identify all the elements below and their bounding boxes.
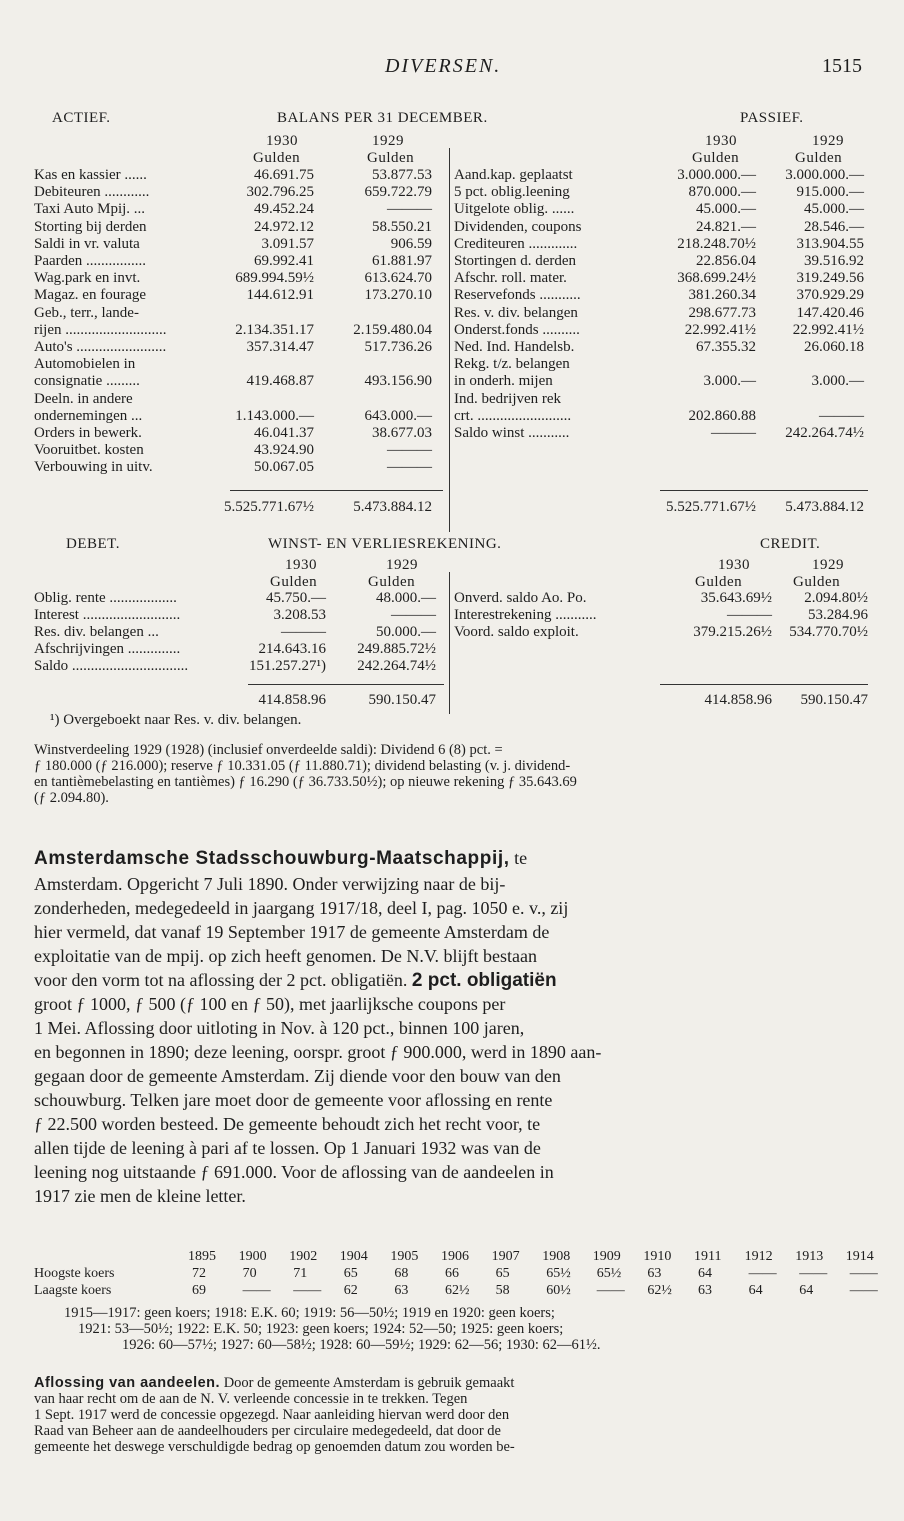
company-line-1 [34, 847, 527, 871]
balance-right-label: 5 pct. oblig.leening [454, 185, 570, 201]
balance-left-1929: 2.159.480.04 [353, 321, 432, 338]
balance-left-1929: 643.000.— [364, 407, 432, 424]
balance-left-label: Magaz. en fourage [34, 288, 147, 304]
balance-right-1929: 370.929.29 [796, 287, 864, 304]
balance-right-label: Stortingen d. derden [454, 254, 577, 269]
unit-col-left-1: Gulden [253, 150, 301, 166]
balance-right-label: Dividenden, coupons [454, 219, 582, 235]
balance-right-1930: 3.000.000.— [677, 167, 756, 183]
aflossing-line-2: van haar recht om de aan de N. V. verleende concessie in te trekken. Tegen [34, 1391, 468, 1407]
koers-year: 1900 [238, 1249, 267, 1264]
balance-left-total-1930: 5.525.771.67½ [224, 499, 314, 515]
company-line-4: hier vermeld, dat vanaf 19 September 1917 de gemeente Amsterdam de [34, 922, 550, 942]
balance-right-label: crt. ......................... [454, 408, 572, 424]
company-line-13: allen tijde de leening à pari af te lossen. Op 1 Januari 1932 was van de [34, 1138, 541, 1158]
balance-right-1929: 39.516.92 [804, 253, 864, 269]
koers-year: 1905 [390, 1249, 419, 1264]
obligatien-heading: 2 pct. obligatiën [411, 970, 557, 991]
koers-year: 1910 [643, 1249, 672, 1264]
koers-hoogste-value: 63 [647, 1266, 662, 1281]
year-col-1930-right: 1930 [705, 133, 737, 149]
koers-laagste-value: 64 [748, 1283, 763, 1298]
credit-label: CREDIT. [760, 536, 821, 552]
company-line-3: zonderheden, medegedeeld in jaargang 1917/18, deel I, pag. 1050 e. v., zij [34, 898, 569, 918]
balance-left-1929: 493.156.90 [364, 373, 432, 390]
balance-left-1929: ——— [387, 459, 432, 476]
year-col-1929-left: 1929 [372, 133, 404, 149]
pnl-left-label: Interest .......................... [34, 608, 181, 623]
aflossing-line-3: 1 Sept. 1917 werd de concessie opgezegd. Naar aanleiding hiervan werd door den [34, 1407, 510, 1423]
balance-right-1930: 3.000.— [703, 373, 756, 390]
balance-right-label: in onderh. mijen [454, 374, 553, 390]
koers-hoogste-value: 71 [293, 1266, 308, 1281]
winstverdeeling-line-4: (ƒ 2.094.80). [34, 790, 109, 806]
pnl-left-1930: 3.208.53 [273, 607, 326, 623]
koers-hoogste-value: 65½ [596, 1266, 622, 1281]
koers-year: 1909 [592, 1249, 621, 1264]
koers-year: 1908 [542, 1249, 571, 1264]
balance-left-1930: 144.612.91 [246, 287, 314, 304]
balance-right-label: Rekg. t/z. belangen [454, 357, 570, 373]
balance-right-1930: 298.677.73 [688, 304, 756, 321]
balance-left-label: rijen ........................... [34, 322, 167, 338]
koers-hoogste-value: —— [799, 1266, 828, 1281]
balance-right-1930: ——— [711, 425, 756, 441]
pnl-left-label: Res. div. belangen ... [34, 625, 159, 640]
aflossing-line-5: gemeente het deswege verschuldigde bedrag op genoemden datum zou worden be- [34, 1439, 515, 1455]
pnl-left-1929: ——— [391, 607, 436, 623]
pnl-left-label: Afschrijvingen .............. [34, 642, 181, 657]
balance-left-label: Geb., terr., lande- [34, 305, 139, 321]
aflossing-line-4: Raad van Beheer aan de aandeelhouders per circulaire medegedeeld, dat door de [34, 1423, 501, 1439]
koers-year: 1895 [188, 1249, 216, 1264]
balance-left-1930: 419.468.87 [246, 373, 314, 390]
pnl-left-1929: 48.000.— [376, 590, 436, 606]
pnl-right-label: Interestrekening ........... [454, 608, 597, 623]
company-line-15: 1917 zie men de kleine letter. [34, 1186, 246, 1206]
pnl-left-1929: 50.000.— [376, 624, 436, 640]
company-line-7: groot ƒ 1000, ƒ 500 (ƒ 100 en ƒ 50), met jaarlijksche coupons per [34, 994, 506, 1014]
koers-year: 1906 [441, 1249, 469, 1264]
aflossing-line-1 [34, 1375, 514, 1391]
balance-left-1929: 173.270.10 [364, 287, 432, 304]
pnl-title: WINST- EN VERLIESREKENING. [268, 536, 502, 552]
pnl-right-total-1930: 414.858.96 [704, 692, 772, 708]
balance-right-label: Reservefonds ........... [454, 288, 581, 304]
balance-right-1930: 22.856.04 [696, 253, 756, 269]
pnl-left-label: Saldo ............................... [34, 659, 189, 674]
koers-laagste-value: —— [293, 1283, 322, 1298]
balance-left-1930: 46.691.75 [254, 167, 314, 183]
balance-left-1929: ——— [387, 201, 432, 218]
koers-laagste-value: 58 [495, 1283, 510, 1298]
pnl-right-1929: 2.094.80½ [804, 590, 868, 606]
koers-laagste-value: —— [849, 1283, 878, 1298]
pnl-left-1929: 249.885.72½ [357, 641, 436, 657]
koers-laagste-label: Laagste koers [34, 1283, 112, 1298]
company-line-1-tail: te [509, 848, 528, 868]
pnl-unit-left-1: Gulden [270, 574, 318, 590]
pnl-left-rule [248, 684, 444, 685]
pnl-right-label: Voord. saldo exploit. [454, 625, 579, 640]
koers-hoogste-value: —— [849, 1266, 878, 1281]
balance-right-1930: 870.000.— [688, 184, 756, 201]
year-col-1929-right: 1929 [812, 133, 844, 149]
pnl-unit-right-2: Gulden [793, 574, 841, 590]
company-line-14: leening nog uitstaande ƒ 691.000. Voor de aflossing van de aandeelen in [34, 1162, 554, 1182]
koers-laagste-value: 62 [343, 1283, 358, 1298]
balance-right-1929: 915.000.— [796, 184, 864, 201]
koers-note-1: 1915—1917: geen koers; 1918: E.K. 60; 1919: 56—50½; 1919 en 1920: geen koers; [64, 1305, 555, 1321]
balance-right-1930: 218.248.70½ [677, 235, 756, 252]
pnl-left-1929: 242.264.74½ [357, 658, 436, 674]
balance-right-total-1930: 5.525.771.67½ [666, 499, 756, 515]
balance-left-1929: 38.677.03 [372, 425, 432, 441]
company-line-12: ƒ 22.500 worden besteed. De gemeente behoudt zich het recht voor, te [34, 1114, 541, 1134]
balance-left-label: Storting bij derden [34, 219, 147, 235]
balance-left-label: Saldi in vr. valuta [34, 236, 140, 252]
koers-hoogste-value: 65 [343, 1266, 358, 1281]
balance-left-label: consignatie ......... [34, 374, 140, 390]
koers-laagste-value: —— [596, 1283, 625, 1298]
balance-title: BALANS PER 31 DECEMBER. [277, 110, 488, 126]
balance-right-1929: 147.420.46 [796, 304, 864, 321]
pnl-right-1929: 53.284.96 [808, 607, 868, 623]
company-line-9: en begonnen in 1890; deze leening, oorspr. groot ƒ 900.000, werd in 1890 aan- [34, 1042, 602, 1062]
pnl-right-rule [660, 684, 868, 685]
koers-year: 1913 [795, 1249, 824, 1264]
page-title: DIVERSEN. [385, 55, 502, 77]
balance-left-1930: 2.134.351.17 [235, 321, 314, 338]
balance-left-label: Auto's ........................ [34, 340, 167, 355]
balance-right-1929: 28.546.— [804, 218, 864, 235]
balance-left-label: Taxi Auto Mpij. ... [34, 202, 146, 218]
unit-col-right-2: Gulden [795, 150, 843, 166]
balance-left-1929: 517.736.26 [364, 339, 432, 355]
balance-right-1929: 26.060.18 [804, 339, 864, 355]
balance-left-1930: 69.992.41 [254, 253, 314, 269]
balance-left-1930: 43.924.90 [254, 442, 314, 459]
balance-right-1929: 3.000.000.— [785, 167, 864, 183]
koers-laagste-value: 63 [394, 1283, 409, 1298]
activa-label: ACTIEF. [52, 110, 111, 126]
winstverdeeling-line-3: en tantièmebelasting en tantièmes) ƒ 16.290 (ƒ 36.733.50½); op nieuwe rekening ƒ 35.643.69 [34, 774, 577, 790]
balance-left-label: Debiteuren ............ [34, 185, 150, 201]
pnl-right-1930: 35.643.69½ [700, 590, 772, 606]
balance-left-1930: 302.796.25 [246, 184, 314, 201]
pnl-right-1929: 534.770.70½ [789, 624, 868, 640]
balance-right-label: Aand.kap. geplaatst [454, 168, 573, 183]
pnl-footnote: ¹) Overgeboekt naar Res. v. div. belangen. [50, 712, 302, 728]
pnl-left-1930: 45.750.— [266, 590, 326, 606]
koers-hoogste-value: 65 [495, 1266, 510, 1281]
balance-right-label: Onderst.fonds .......... [454, 322, 580, 338]
balance-right-1930: 202.860.88 [688, 407, 756, 424]
balance-right-label: Uitgelote oblig. ...... [454, 202, 575, 218]
koers-note-3: 1926: 60—57½; 1927: 60—58½; 1928: 60—59½; 1929: 62—56; 1930: 62—61½. [122, 1337, 601, 1353]
pnl-right-label: Onverd. saldo Ao. Po. [454, 591, 587, 606]
unit-col-left-2: Gulden [367, 150, 415, 166]
balance-left-1930: 24.972.12 [254, 218, 314, 235]
company-line-6 [34, 969, 557, 993]
balance-left-label: ondernemingen ... [34, 408, 143, 424]
balance-right-1930: 381.260.34 [688, 287, 756, 304]
balance-right-1929: 22.992.41½ [792, 321, 864, 338]
balance-left-total-1929: 5.473.884.12 [353, 499, 432, 515]
koers-laagste-value: 69 [192, 1283, 206, 1298]
pnl-year-1929-right: 1929 [812, 557, 844, 573]
balance-left-1929: 906.59 [390, 235, 432, 252]
company-line-8: 1 Mei. Aflossing door uitloting in Nov. à 120 pct., binnen 100 jaren, [34, 1018, 525, 1038]
pnl-left-1930: 214.643.16 [258, 641, 326, 657]
balance-right-1930: 22.992.41½ [684, 321, 756, 338]
pnl-unit-left-2: Gulden [368, 574, 416, 590]
balance-right-1930: 24.821.— [696, 218, 756, 235]
koers-year: 1911 [694, 1249, 722, 1264]
pnl-left-label: Oblig. rente .................. [34, 591, 177, 606]
balance-right-label: Ind. bedrijven rek [454, 391, 562, 407]
balance-left-1930: 357.314.47 [246, 339, 314, 355]
balance-divider [449, 148, 450, 532]
koers-laagste-value: 64 [799, 1283, 814, 1298]
pnl-right-total-1929: 590.150.47 [800, 692, 868, 708]
balance-left-1930: 3.091.57 [261, 235, 314, 252]
pnl-year-1929-left: 1929 [386, 557, 418, 573]
koers-hoogste-value: 64 [698, 1266, 712, 1281]
koers-year: 1912 [744, 1249, 773, 1264]
company-line-2: Amsterdam. Opgericht 7 Juli 1890. Onder verwijzing naar de bij- [34, 874, 506, 894]
pnl-right-1930: 379.215.26½ [693, 624, 772, 640]
koers-laagste-value: 60½ [546, 1283, 571, 1298]
koers-hoogste-value: 70 [242, 1266, 257, 1281]
running-head [0, 55, 904, 85]
balance-right-total-1929: 5.473.884.12 [785, 499, 864, 515]
pnl-left-total-1930: 414.858.96 [258, 692, 326, 708]
balance-left-1930: 49.452.24 [254, 201, 314, 218]
koers-year: 1907 [491, 1249, 520, 1264]
passiva-label: PASSIEF. [740, 110, 804, 126]
pnl-year-1930-left: 1930 [285, 557, 317, 573]
balance-left-1929: 659.722.79 [364, 184, 432, 201]
koers-hoogste-value: 65½ [546, 1266, 571, 1281]
balance-left-rule [230, 490, 443, 491]
balance-left-1929: 61.881.97 [372, 253, 432, 269]
pnl-left-1930: ——— [281, 624, 326, 640]
year-col-1930-left: 1930 [266, 133, 298, 149]
pnl-right-1930: ——— [727, 607, 772, 623]
balance-left-label: Automobielen in [34, 357, 136, 373]
company-name: Amsterdamsche Stadsschouwburg-Maatschappij, [34, 848, 510, 869]
balance-right-rule [660, 490, 868, 491]
balance-left-1930: 50.067.05 [254, 459, 314, 476]
balance-right-label: Saldo winst ........... [454, 426, 570, 441]
koers-laagste-value: 62½ [647, 1283, 672, 1298]
pnl-divider [449, 572, 450, 714]
page-number: 1515 [822, 55, 862, 77]
koers-hoogste-value: —— [748, 1266, 777, 1281]
balance-left-label: Paarden ................ [34, 254, 147, 269]
pnl-year-1930-right: 1930 [718, 557, 750, 573]
unit-col-right-1: Gulden [692, 150, 740, 166]
balance-right-1930: 45.000.— [696, 201, 756, 218]
company-line-6-text: voor den vorm tot na aflossing der 2 pct. obligatiën. [34, 970, 408, 990]
koers-laagste-value: —— [242, 1283, 271, 1298]
aflossing-heading: Aflossing van aandeelen. [34, 1375, 221, 1391]
koers-hoogste-label: Hoogste koers [34, 1266, 115, 1281]
balance-left-1930: 46.041.37 [254, 425, 314, 441]
company-line-11: schouwburg. Telken jare moet door de gemeente voor aflossing en rente [34, 1090, 553, 1110]
balance-right-1929: ——— [819, 407, 864, 424]
koers-laagste-value: 63 [698, 1283, 712, 1298]
balance-right-1930: 368.699.24½ [677, 270, 756, 287]
koers-note-2: 1921: 53—50½; 1922: E.K. 50; 1923: geen koers; 1924: 52—50; 1925: geen koers; [78, 1321, 564, 1337]
pnl-left-total-1929: 590.150.47 [368, 692, 436, 708]
balance-right-label: Afschr. roll. mater. [454, 271, 567, 287]
winstverdeeling-line-1: Winstverdeeling 1929 (1928) (inclusief onverdeelde saldi): Dividend 6 (8) pct. = [34, 742, 503, 758]
debet-label: DEBET. [66, 536, 120, 552]
balance-right-1929: 313.904.55 [796, 235, 864, 252]
koers-hoogste-value: 66 [445, 1266, 459, 1281]
balance-left-label: Kas en kassier ...... [34, 168, 147, 183]
company-line-5: exploitatie van de mpij. op zich heeft genomen. De N.V. blijft bestaan [34, 946, 538, 966]
balance-left-1929: 58.550.21 [372, 218, 432, 235]
aflossing-line-1-text: Door de gemeente Amsterdam is gebruik gemaakt [220, 1375, 515, 1391]
balance-left-label: Wag.park en invt. [34, 271, 141, 287]
balance-left-1929: 53.877.53 [372, 167, 432, 183]
balance-left-label: Verbouwing in uitv. [34, 460, 153, 476]
balance-left-label: Deeln. in andere [34, 391, 133, 407]
balance-right-1929: 45.000.— [804, 201, 864, 218]
pnl-left-1930: 151.257.27¹) [249, 658, 326, 674]
koers-hoogste-value: 72 [192, 1266, 206, 1281]
balance-left-1930: 1.143.000.— [235, 407, 314, 424]
koers-hoogste-value: 68 [394, 1266, 409, 1281]
balance-right-label: Crediteuren ............. [454, 236, 578, 252]
balance-right-label: Res. v. div. belangen [454, 305, 578, 321]
balance-left-label: Vooruitbet. kosten [34, 443, 144, 459]
balance-left-1929: ——— [387, 442, 432, 459]
balance-left-1930: 689.994.59½ [235, 270, 314, 287]
balance-right-1930: 67.355.32 [696, 339, 756, 355]
koers-year: 1902 [289, 1249, 318, 1264]
koers-laagste-value: 62½ [445, 1283, 470, 1298]
company-line-10: gegaan door de gemeente Amsterdam. Zij diende voor den bouw van den [34, 1066, 561, 1086]
balance-left-label: Orders in bewerk. [34, 426, 142, 441]
koers-year: 1904 [339, 1249, 368, 1264]
balance-right-1929: 319.249.56 [796, 270, 864, 287]
koers-year: 1914 [845, 1249, 874, 1264]
balance-right-1929: 3.000.— [811, 373, 864, 390]
pnl-unit-right-1: Gulden [695, 574, 743, 590]
balance-right-label: Ned. Ind. Handelsb. [454, 340, 575, 355]
winstverdeeling-line-2: ƒ 180.000 (ƒ 216.000); reserve ƒ 10.331.05 (ƒ 11.880.71); dividend belasting (v. j. dividend- [34, 758, 571, 774]
balance-left-1929: 613.624.70 [364, 270, 432, 287]
balance-right-1929: 242.264.74½ [785, 425, 864, 441]
